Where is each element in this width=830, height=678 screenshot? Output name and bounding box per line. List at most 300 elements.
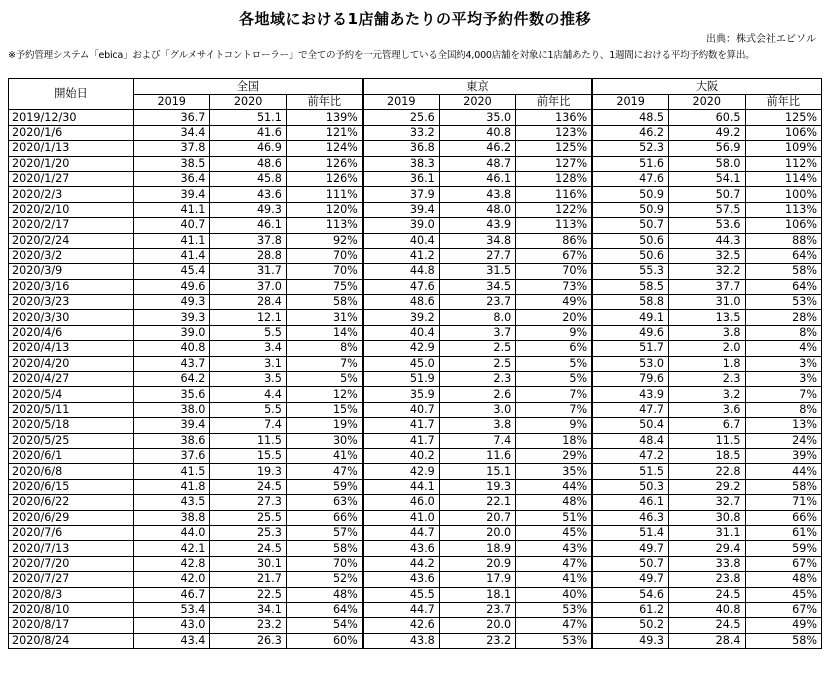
cell-tokyo-2019: 41.7 (363, 418, 439, 433)
cell-osaka-2020: 29.2 (669, 479, 745, 494)
cell-national-2020: 5.5 (210, 402, 286, 417)
cell-national-yoy: 31% (286, 310, 362, 325)
cell-tokyo-yoy: 136% (516, 110, 592, 125)
cell-osaka-2020: 56.9 (669, 141, 745, 156)
cell-osaka-2020: 28.4 (669, 633, 745, 648)
cell-national-2020: 15.5 (210, 448, 286, 463)
cell-osaka-2020: 29.4 (669, 541, 745, 556)
cell-tokyo-2019: 44.1 (363, 479, 439, 494)
cell-tokyo-yoy: 40% (516, 587, 592, 602)
cell-tokyo-2020: 11.6 (439, 448, 515, 463)
cell-osaka-2020: 53.6 (669, 218, 745, 233)
cell-tokyo-yoy: 6% (516, 341, 592, 356)
cell-national-2019: 43.0 (133, 618, 209, 633)
cell-tokyo-2020: 20.9 (439, 556, 515, 571)
cell-osaka-yoy: 100% (745, 187, 822, 202)
table-row (9, 356, 822, 371)
cell-osaka-yoy: 48% (745, 572, 822, 587)
cell-tokyo-2020: 20.7 (439, 510, 515, 525)
cell-tokyo-2020: 3.7 (439, 325, 515, 340)
cell-national-yoy: 54% (286, 618, 362, 633)
table-row (9, 510, 822, 525)
cell-national-yoy: 58% (286, 541, 362, 556)
cell-national-yoy: 30% (286, 433, 362, 448)
cell-tokyo-yoy: 9% (516, 418, 592, 433)
table-row (9, 495, 822, 510)
cell-national-2020: 28.4 (210, 295, 286, 310)
table-row (9, 418, 822, 433)
cell-osaka-2020: 32.2 (669, 264, 745, 279)
cell-tokyo-yoy: 73% (516, 279, 592, 294)
cell-date: 2020/1/27 (9, 171, 134, 186)
cell-date: 2020/1/13 (9, 141, 134, 156)
cell-tokyo-yoy: 53% (516, 602, 592, 617)
cell-osaka-2019: 50.9 (592, 187, 668, 202)
cell-tokyo-2019: 44.8 (363, 264, 439, 279)
table-row (9, 141, 822, 156)
table-row (9, 387, 822, 402)
cell-osaka-yoy: 58% (745, 633, 822, 648)
cell-national-2019: 41.8 (133, 479, 209, 494)
cell-tokyo-2020: 2.5 (439, 356, 515, 371)
cell-national-yoy: 121% (286, 125, 362, 140)
table-row (9, 233, 822, 248)
cell-national-2020: 7.4 (210, 418, 286, 433)
cell-tokyo-2020: 34.8 (439, 233, 515, 248)
cell-national-2019: 39.4 (133, 187, 209, 202)
cell-date: 2020/5/25 (9, 433, 134, 448)
cell-osaka-yoy: 53% (745, 295, 822, 310)
cell-date: 2020/3/9 (9, 264, 134, 279)
reservation-table (8, 78, 822, 649)
cell-osaka-yoy: 59% (745, 541, 822, 556)
cell-tokyo-yoy: 45% (516, 525, 592, 540)
cell-osaka-yoy: 7% (745, 387, 822, 402)
cell-osaka-2020: 3.6 (669, 402, 745, 417)
cell-national-yoy: 19% (286, 418, 362, 433)
cell-osaka-2020: 6.7 (669, 418, 745, 433)
cell-tokyo-2020: 48.7 (439, 156, 515, 171)
cell-national-2020: 3.4 (210, 341, 286, 356)
cell-national-2019: 40.8 (133, 341, 209, 356)
cell-osaka-yoy: 114% (745, 171, 822, 186)
cell-date: 2020/8/3 (9, 587, 134, 602)
table-row (9, 433, 822, 448)
cell-tokyo-2020: 23.7 (439, 602, 515, 617)
cell-osaka-yoy: 28% (745, 310, 822, 325)
cell-osaka-2020: 24.5 (669, 618, 745, 633)
cell-tokyo-2020: 23.7 (439, 295, 515, 310)
cell-osaka-yoy: 61% (745, 525, 822, 540)
cell-tokyo-2019: 42.6 (363, 618, 439, 633)
cell-national-2019: 41.1 (133, 202, 209, 217)
cell-osaka-2020: 31.1 (669, 525, 745, 540)
cell-osaka-yoy: 49% (745, 618, 822, 633)
cell-osaka-2019: 50.7 (592, 218, 668, 233)
cell-national-yoy: 63% (286, 495, 362, 510)
cell-national-2020: 3.1 (210, 356, 286, 371)
table-row (9, 248, 822, 263)
cell-national-yoy: 41% (286, 448, 362, 463)
cell-tokyo-yoy: 125% (516, 141, 592, 156)
cell-date: 2019/12/30 (9, 110, 134, 125)
cell-osaka-yoy: 66% (745, 510, 822, 525)
cell-national-2019: 44.0 (133, 525, 209, 540)
cell-national-yoy: 120% (286, 202, 362, 217)
cell-osaka-yoy: 3% (745, 372, 822, 387)
cell-tokyo-2019: 46.0 (363, 495, 439, 510)
region-header-osaka: 大阪 (592, 79, 821, 95)
cell-tokyo-2019: 36.8 (363, 141, 439, 156)
region-header-tokyo: 東京 (363, 79, 592, 95)
cell-osaka-2019: 46.1 (592, 495, 668, 510)
cell-osaka-2019: 52.3 (592, 141, 668, 156)
cell-tokyo-yoy: 41% (516, 572, 592, 587)
cell-date: 2020/1/20 (9, 156, 134, 171)
cell-national-yoy: 126% (286, 156, 362, 171)
cell-national-yoy: 57% (286, 525, 362, 540)
cell-tokyo-2019: 40.2 (363, 448, 439, 463)
sub-header-2019: 2019 (363, 95, 439, 110)
cell-date: 2020/4/13 (9, 341, 134, 356)
cell-osaka-2020: 57.5 (669, 202, 745, 217)
cell-tokyo-2019: 41.0 (363, 510, 439, 525)
cell-osaka-2020: 3.8 (669, 325, 745, 340)
cell-osaka-2019: 53.0 (592, 356, 668, 371)
cell-osaka-yoy: 109% (745, 141, 822, 156)
cell-osaka-yoy: 8% (745, 325, 822, 340)
cell-tokyo-yoy: 48% (516, 495, 592, 510)
cell-national-2020: 31.7 (210, 264, 286, 279)
cell-national-2020: 27.3 (210, 495, 286, 510)
cell-osaka-2019: 49.7 (592, 541, 668, 556)
cell-tokyo-yoy: 51% (516, 510, 592, 525)
sub-header-yoy: 前年比 (286, 95, 362, 110)
cell-tokyo-2019: 51.9 (363, 372, 439, 387)
cell-osaka-2019: 58.8 (592, 295, 668, 310)
methodology-note: ※予約管理システム「ebica」および「グルメサイトコントローラー」で全ての予約を一元管理している全国約4,000店舗を対象に1店舗あたり、1週間における平均予約数を算出。 (8, 50, 755, 61)
table-row (9, 479, 822, 494)
table-row (9, 125, 822, 140)
cell-tokyo-yoy: 47% (516, 556, 592, 571)
cell-osaka-2019: 46.2 (592, 125, 668, 140)
cell-national-2020: 41.6 (210, 125, 286, 140)
cell-date: 2020/1/6 (9, 125, 134, 140)
cell-osaka-2020: 49.2 (669, 125, 745, 140)
cell-osaka-yoy: 113% (745, 202, 822, 217)
cell-national-2020: 11.5 (210, 433, 286, 448)
cell-national-yoy: 92% (286, 233, 362, 248)
cell-osaka-2020: 54.1 (669, 171, 745, 186)
table-row (9, 325, 822, 340)
cell-osaka-2019: 49.7 (592, 572, 668, 587)
cell-osaka-2019: 50.7 (592, 556, 668, 571)
cell-national-yoy: 139% (286, 110, 362, 125)
cell-national-2020: 34.1 (210, 602, 286, 617)
cell-tokyo-2019: 44.7 (363, 525, 439, 540)
cell-national-2020: 24.5 (210, 479, 286, 494)
cell-tokyo-2019: 40.7 (363, 402, 439, 417)
page-title: 各地域における1店舗あたりの平均予約件数の推移 (239, 10, 591, 28)
cell-osaka-yoy: 58% (745, 264, 822, 279)
cell-national-yoy: 52% (286, 572, 362, 587)
cell-osaka-yoy: 3% (745, 356, 822, 371)
cell-date: 2020/2/3 (9, 187, 134, 202)
table-row (9, 633, 822, 648)
cell-date: 2020/2/10 (9, 202, 134, 217)
cell-national-2020: 24.5 (210, 541, 286, 556)
table-row (9, 541, 822, 556)
cell-tokyo-2020: 15.1 (439, 464, 515, 479)
cell-national-2019: 49.3 (133, 295, 209, 310)
cell-osaka-2019: 51.7 (592, 341, 668, 356)
cell-tokyo-yoy: 5% (516, 372, 592, 387)
cell-osaka-2020: 33.8 (669, 556, 745, 571)
cell-tokyo-2019: 41.2 (363, 248, 439, 263)
cell-national-2019: 49.6 (133, 279, 209, 294)
cell-tokyo-2019: 43.8 (363, 633, 439, 648)
cell-osaka-2019: 48.4 (592, 433, 668, 448)
cell-tokyo-2020: 20.0 (439, 525, 515, 540)
cell-tokyo-2019: 38.3 (363, 156, 439, 171)
cell-tokyo-2019: 45.0 (363, 356, 439, 371)
sub-header-2020: 2020 (439, 95, 515, 110)
table-row (9, 279, 822, 294)
cell-national-yoy: 8% (286, 341, 362, 356)
cell-osaka-yoy: 4% (745, 341, 822, 356)
cell-tokyo-2019: 40.4 (363, 233, 439, 248)
cell-osaka-2020: 50.7 (669, 187, 745, 202)
table-row (9, 618, 822, 633)
cell-national-2020: 19.3 (210, 464, 286, 479)
cell-national-2019: 36.7 (133, 110, 209, 125)
cell-national-2020: 43.6 (210, 187, 286, 202)
cell-osaka-2020: 44.3 (669, 233, 745, 248)
cell-osaka-2020: 1.8 (669, 356, 745, 371)
cell-tokyo-2019: 44.7 (363, 602, 439, 617)
cell-osaka-2020: 24.5 (669, 587, 745, 602)
cell-tokyo-2019: 40.4 (363, 325, 439, 340)
cell-national-yoy: 47% (286, 464, 362, 479)
cell-national-yoy: 14% (286, 325, 362, 340)
cell-national-yoy: 70% (286, 264, 362, 279)
cell-osaka-yoy: 67% (745, 602, 822, 617)
table-row (9, 171, 822, 186)
cell-tokyo-2020: 46.2 (439, 141, 515, 156)
cell-tokyo-yoy: 44% (516, 479, 592, 494)
cell-osaka-2019: 49.3 (592, 633, 668, 648)
cell-tokyo-2020: 2.3 (439, 372, 515, 387)
cell-osaka-2019: 50.6 (592, 248, 668, 263)
cell-tokyo-2019: 39.0 (363, 218, 439, 233)
cell-date: 2020/5/18 (9, 418, 134, 433)
cell-national-2020: 23.2 (210, 618, 286, 633)
cell-tokyo-2019: 39.4 (363, 202, 439, 217)
cell-national-2019: 42.1 (133, 541, 209, 556)
cell-national-2019: 38.0 (133, 402, 209, 417)
cell-national-2019: 64.2 (133, 372, 209, 387)
cell-osaka-2020: 13.5 (669, 310, 745, 325)
cell-osaka-2020: 3.2 (669, 387, 745, 402)
cell-national-2019: 43.4 (133, 633, 209, 648)
cell-osaka-yoy: 8% (745, 402, 822, 417)
cell-tokyo-2020: 8.0 (439, 310, 515, 325)
cell-tokyo-2019: 44.2 (363, 556, 439, 571)
cell-osaka-2019: 51.4 (592, 525, 668, 540)
cell-date: 2020/4/27 (9, 372, 134, 387)
cell-tokyo-2020: 22.1 (439, 495, 515, 510)
table-row (9, 110, 822, 125)
cell-national-yoy: 7% (286, 356, 362, 371)
cell-date: 2020/3/23 (9, 295, 134, 310)
cell-national-yoy: 60% (286, 633, 362, 648)
cell-tokyo-yoy: 70% (516, 264, 592, 279)
sub-header-2019: 2019 (133, 95, 209, 110)
cell-national-2019: 43.5 (133, 495, 209, 510)
cell-national-2020: 25.5 (210, 510, 286, 525)
cell-national-2019: 38.5 (133, 156, 209, 171)
cell-tokyo-2019: 33.2 (363, 125, 439, 140)
cell-national-2019: 39.3 (133, 310, 209, 325)
cell-osaka-2020: 30.8 (669, 510, 745, 525)
cell-tokyo-2020: 3.0 (439, 402, 515, 417)
cell-date: 2020/6/8 (9, 464, 134, 479)
cell-date: 2020/8/10 (9, 602, 134, 617)
cell-date: 2020/8/17 (9, 618, 134, 633)
cell-national-2020: 30.1 (210, 556, 286, 571)
cell-national-yoy: 12% (286, 387, 362, 402)
cell-osaka-2019: 50.2 (592, 618, 668, 633)
cell-national-2020: 12.1 (210, 310, 286, 325)
cell-tokyo-2019: 37.9 (363, 187, 439, 202)
cell-tokyo-2020: 23.2 (439, 633, 515, 648)
cell-national-yoy: 111% (286, 187, 362, 202)
cell-national-yoy: 59% (286, 479, 362, 494)
cell-date: 2020/4/20 (9, 356, 134, 371)
table-row (9, 264, 822, 279)
cell-date: 2020/2/17 (9, 218, 134, 233)
cell-tokyo-yoy: 127% (516, 156, 592, 171)
sub-header-yoy: 前年比 (745, 95, 822, 110)
cell-osaka-2020: 2.0 (669, 341, 745, 356)
cell-tokyo-2019: 25.6 (363, 110, 439, 125)
sub-header-yoy: 前年比 (516, 95, 592, 110)
cell-osaka-2019: 51.6 (592, 156, 668, 171)
cell-national-2020: 25.3 (210, 525, 286, 540)
cell-tokyo-yoy: 86% (516, 233, 592, 248)
cell-osaka-2019: 47.2 (592, 448, 668, 463)
cell-tokyo-yoy: 35% (516, 464, 592, 479)
cell-date: 2020/2/24 (9, 233, 134, 248)
cell-osaka-2020: 32.5 (669, 248, 745, 263)
cell-national-2020: 46.1 (210, 218, 286, 233)
cell-national-yoy: 48% (286, 587, 362, 602)
cell-tokyo-2020: 2.6 (439, 387, 515, 402)
cell-osaka-yoy: 39% (745, 448, 822, 463)
cell-tokyo-2020: 48.0 (439, 202, 515, 217)
cell-osaka-2019: 51.5 (592, 464, 668, 479)
cell-osaka-yoy: 45% (745, 587, 822, 602)
cell-tokyo-2020: 31.5 (439, 264, 515, 279)
cell-tokyo-yoy: 123% (516, 125, 592, 140)
cell-tokyo-2020: 18.9 (439, 541, 515, 556)
cell-date: 2020/7/13 (9, 541, 134, 556)
cell-date: 2020/6/15 (9, 479, 134, 494)
cell-osaka-2019: 50.4 (592, 418, 668, 433)
cell-osaka-yoy: 44% (745, 464, 822, 479)
cell-osaka-2020: 2.3 (669, 372, 745, 387)
cell-osaka-2019: 46.3 (592, 510, 668, 525)
cell-tokyo-yoy: 20% (516, 310, 592, 325)
cell-osaka-2020: 22.8 (669, 464, 745, 479)
cell-national-2019: 39.0 (133, 325, 209, 340)
cell-tokyo-2020: 7.4 (439, 433, 515, 448)
cell-national-yoy: 70% (286, 248, 362, 263)
cell-date: 2020/6/1 (9, 448, 134, 463)
cell-national-yoy: 70% (286, 556, 362, 571)
cell-tokyo-2020: 19.3 (439, 479, 515, 494)
cell-national-yoy: 124% (286, 141, 362, 156)
cell-tokyo-2019: 36.1 (363, 171, 439, 186)
cell-national-2020: 22.5 (210, 587, 286, 602)
table-row (9, 402, 822, 417)
cell-date: 2020/3/2 (9, 248, 134, 263)
cell-tokyo-2019: 35.9 (363, 387, 439, 402)
cell-date: 2020/7/20 (9, 556, 134, 571)
cell-osaka-2019: 50.6 (592, 233, 668, 248)
cell-osaka-yoy: 71% (745, 495, 822, 510)
cell-osaka-yoy: 24% (745, 433, 822, 448)
cell-national-2020: 51.1 (210, 110, 286, 125)
cell-tokyo-2019: 48.6 (363, 295, 439, 310)
cell-national-yoy: 113% (286, 218, 362, 233)
cell-national-yoy: 5% (286, 372, 362, 387)
cell-osaka-2019: 55.3 (592, 264, 668, 279)
cell-national-2020: 4.4 (210, 387, 286, 402)
cell-tokyo-2020: 20.0 (439, 618, 515, 633)
cell-national-2020: 37.8 (210, 233, 286, 248)
cell-national-2019: 41.4 (133, 248, 209, 263)
region-header-row (9, 79, 822, 95)
cell-national-2020: 46.9 (210, 141, 286, 156)
cell-osaka-yoy: 88% (745, 233, 822, 248)
cell-national-2019: 34.4 (133, 125, 209, 140)
cell-date: 2020/4/6 (9, 325, 134, 340)
cell-national-2019: 38.6 (133, 433, 209, 448)
table-row (9, 525, 822, 540)
cell-osaka-2020: 58.0 (669, 156, 745, 171)
table-row (9, 448, 822, 463)
cell-osaka-2019: 61.2 (592, 602, 668, 617)
cell-national-2019: 37.8 (133, 141, 209, 156)
cell-national-yoy: 75% (286, 279, 362, 294)
cell-tokyo-2020: 43.9 (439, 218, 515, 233)
cell-date: 2020/8/24 (9, 633, 134, 648)
cell-tokyo-yoy: 113% (516, 218, 592, 233)
cell-osaka-2020: 18.5 (669, 448, 745, 463)
cell-osaka-2019: 58.5 (592, 279, 668, 294)
cell-osaka-2019: 47.7 (592, 402, 668, 417)
cell-date: 2020/7/27 (9, 572, 134, 587)
table-row (9, 295, 822, 310)
cell-osaka-yoy: 64% (745, 279, 822, 294)
cell-tokyo-yoy: 116% (516, 187, 592, 202)
cell-tokyo-yoy: 7% (516, 402, 592, 417)
cell-national-2020: 26.3 (210, 633, 286, 648)
table-row (9, 310, 822, 325)
cell-tokyo-yoy: 29% (516, 448, 592, 463)
cell-tokyo-2019: 41.7 (363, 433, 439, 448)
